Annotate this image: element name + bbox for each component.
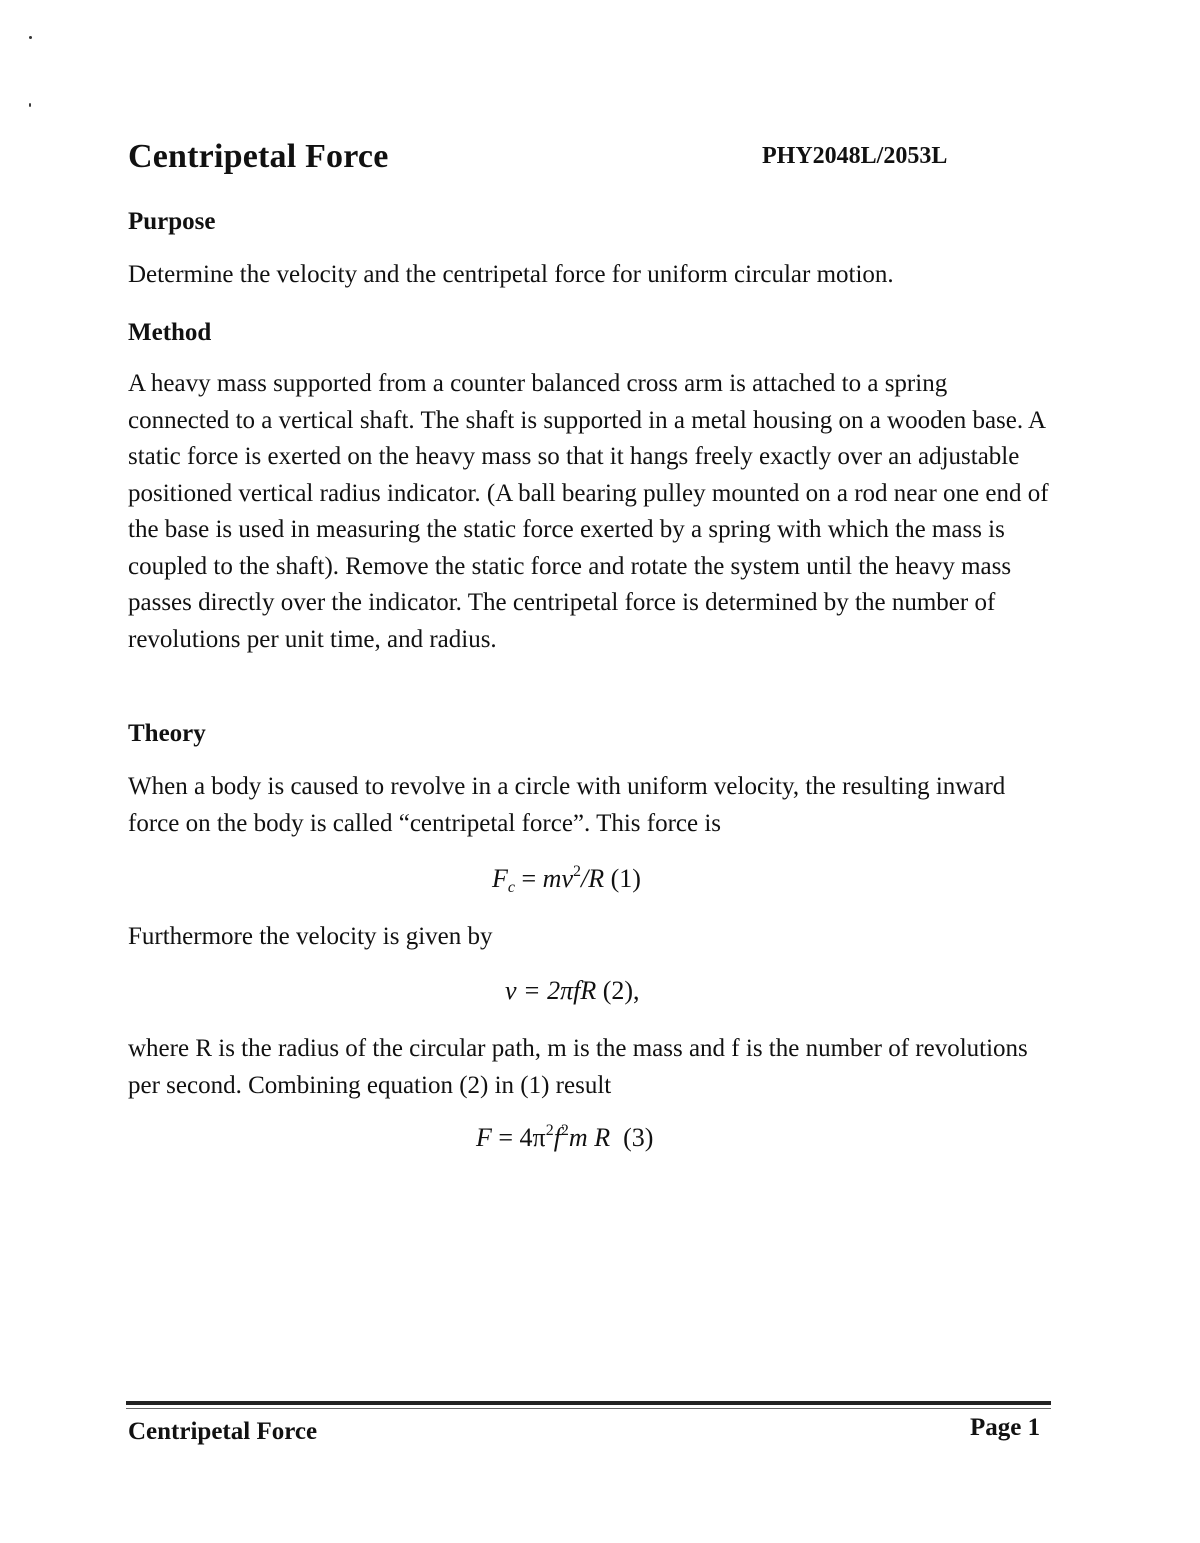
velocity-intro-text: Furthermore the velocity is given by <box>128 923 493 950</box>
eq3-lhs: F <box>476 1123 492 1152</box>
scan-speck <box>29 36 32 39</box>
eq2-rhs: = 2πfR <box>516 976 597 1005</box>
purpose-heading: Purpose <box>128 208 216 235</box>
eq3-rhs-sup1: 2 <box>545 1122 554 1139</box>
eq3-rhs-f: f <box>553 1123 561 1152</box>
scan-speck <box>29 103 31 107</box>
eq3-rhs-mr: m R <box>568 1123 611 1152</box>
eq3-label: (3) <box>623 1123 654 1152</box>
where-text: where R is the radius of the circular path, m is the mass and f is the number of revolutions per second. Combining equation (2) in (1) result <box>128 1035 1028 1099</box>
eq1-rhs-mv: mv <box>542 864 573 893</box>
page-title: Centripetal Force <box>128 138 389 175</box>
equation-1 <box>492 864 641 894</box>
equation-2 <box>505 976 640 1006</box>
eq1-label: (1) <box>610 864 641 893</box>
eq1-lhs: F <box>492 864 508 893</box>
footer-title: Centripetal Force <box>128 1418 318 1445</box>
eq2-label: (2), <box>602 976 640 1005</box>
equation-3 <box>476 1123 653 1153</box>
theory-intro-text: When a body is caused to revolve in a circle with uniform velocity, the resulting inward force on the body is called “centripetal force”. This force is <box>128 773 1006 837</box>
page-number: Page 1 <box>970 1414 1041 1441</box>
eq3-rhs-a: = 4π <box>491 1123 546 1152</box>
eq3-rhs-sup2: 2 <box>560 1122 569 1139</box>
method-text: A heavy mass supported from a counter balanced cross arm is attached to a spring connected to a vertical shaft. The shaft is supported in a metal housing on a wooden base. A static force is exerted on the heavy mass so that it hangs freely exactly over an adjustable positioned vertical radius indicator. (A ball bearing pulley mounted on a rod near one end of the base is used in measuring the static force exerted by a spring with which the mass is coupled to the shaft). Remove the static force and rotate the system until the heavy mass passes directly over the indicator. The centripetal force is determined by the number of revolutions per unit time, and radius. <box>128 370 1049 653</box>
eq2-lhs: v <box>505 976 517 1005</box>
eq1-equals: = <box>515 864 543 893</box>
method-heading: Method <box>128 319 212 346</box>
purpose-text: Determine the velocity and the centripetal force for uniform circular motion. <box>128 261 894 288</box>
eq1-rhs-r: /R <box>581 864 605 893</box>
course-code: PHY2048L/2053L <box>762 143 948 169</box>
footer-rule-thin <box>126 1408 1051 1409</box>
eq1-rhs-sup: 2 <box>573 863 581 880</box>
eq1-lhs-sub: c <box>507 879 515 896</box>
footer-rule <box>126 1401 1051 1405</box>
theory-heading: Theory <box>128 720 206 747</box>
